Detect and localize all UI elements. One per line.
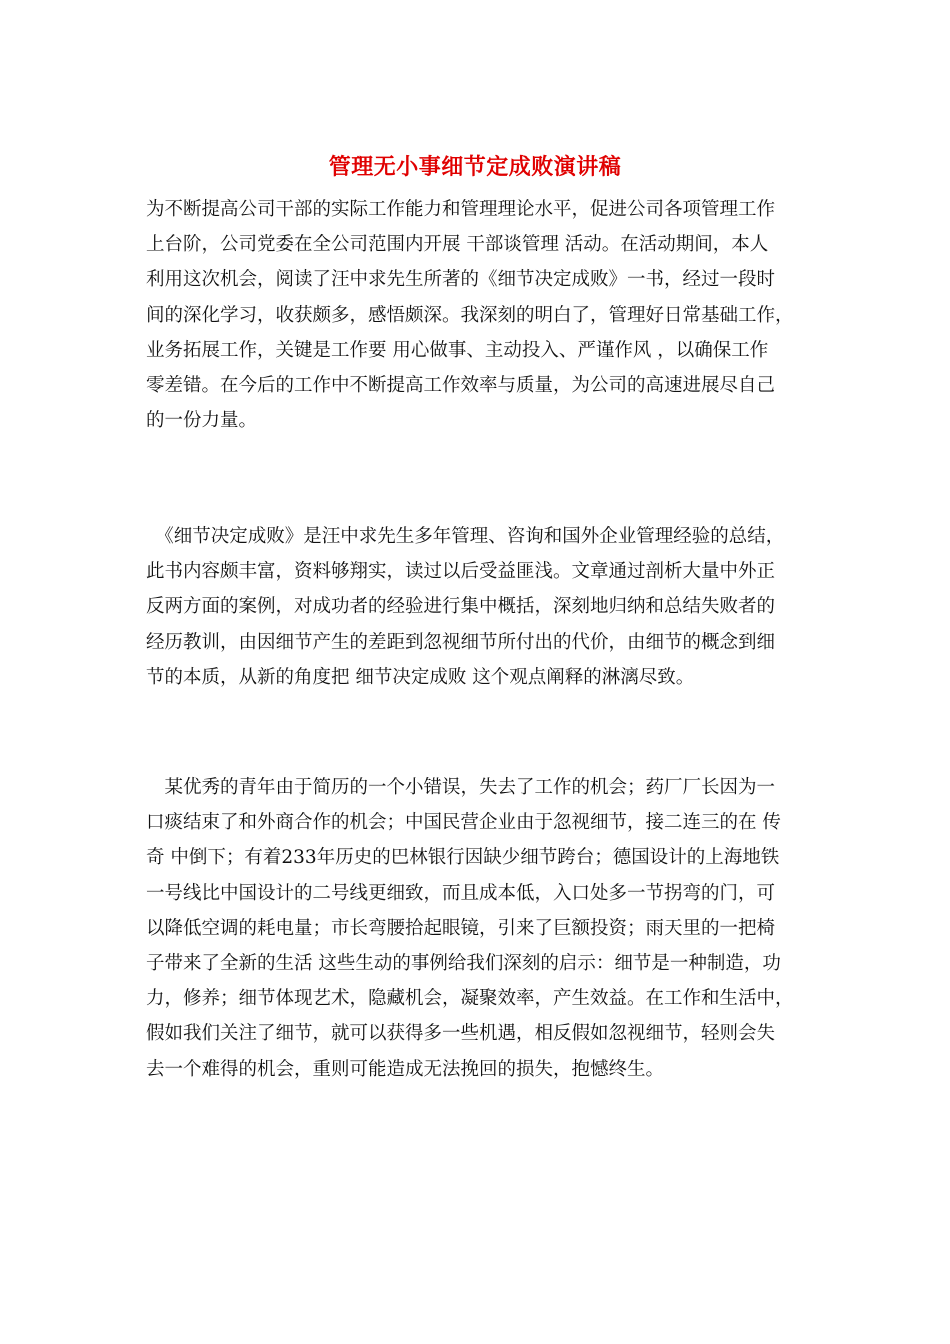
paragraph-intro: 为不断提高公司干部的实际工作能力和管理理论水平，促进公司各项管理工作 上台阶，公司党委在全公司范围内开展 干部谈管理 活动。在活动期间，本人 利用这次机会，阅读了汪中求先生所著的《细节决定成败》一书，经过一段时 间的深化学习，收获颇多，感悟颇深。我深刻的明白了，管理好日常基础工作， 业务拓展工作，关键是工作要 用心做事、主动投入、严谨作风 ，以确保工作 零差错。在今后的工作中不断提高工作效率与质量，为公司的高速进展尽自己 的一份力量。 [146,199,794,432]
paragraph-book-summary: 《细节决定成败》是汪中求先生多年管理、咨询和国外企业管理经验的总结， 此书内容颇丰富，资料够翔实，读过以后受益匪浅。文章通过剖析大量中外正 反两方面的案例，对成功者的经验进行集中概括，深刻地归纳和总结失败者的 经历教训，由因细节产生的差距到忽视细节所付出的代价，由细节的概念到细 节的本质，从新的角度把 细节决定成败 这个观点阐释的淋漓尽致。 [146,526,785,688]
paragraph-examples: 某优秀的青年由于简历的一个小错误，失去了工作的机会；药厂厂长因为一 口痰结束了和外商合作的机会；中国民营企业由于忽视细节，接二连三的在 传 奇 中倒下；有着233年历史的巴林银行因缺少细节跨台；德国设计的上海地铁 一号线比中国设计的二号线更细致，而且成本低，入口处多一节拐弯的门，可 以降低空调的耗电量；市长弯腰拾起眼镜，引来了巨额投资；雨天里的一把椅 子带来了全新的生活 这些生动的事例给我们深刻的启示：细节是一种制造，功 力，修养；细节体现艺术，隐藏机会，凝聚效率，产生效益。在工作和生活中， 假如我们关注了细节，就可以获得多一些机遇，相反假如忽视细节，轻则会失 去一个难得的机会，重则可能造成无法挽回的损失，抱憾终生。 [146,777,794,1080]
document-title: 管理无小事细节定成败演讲稿 [328,154,622,180]
